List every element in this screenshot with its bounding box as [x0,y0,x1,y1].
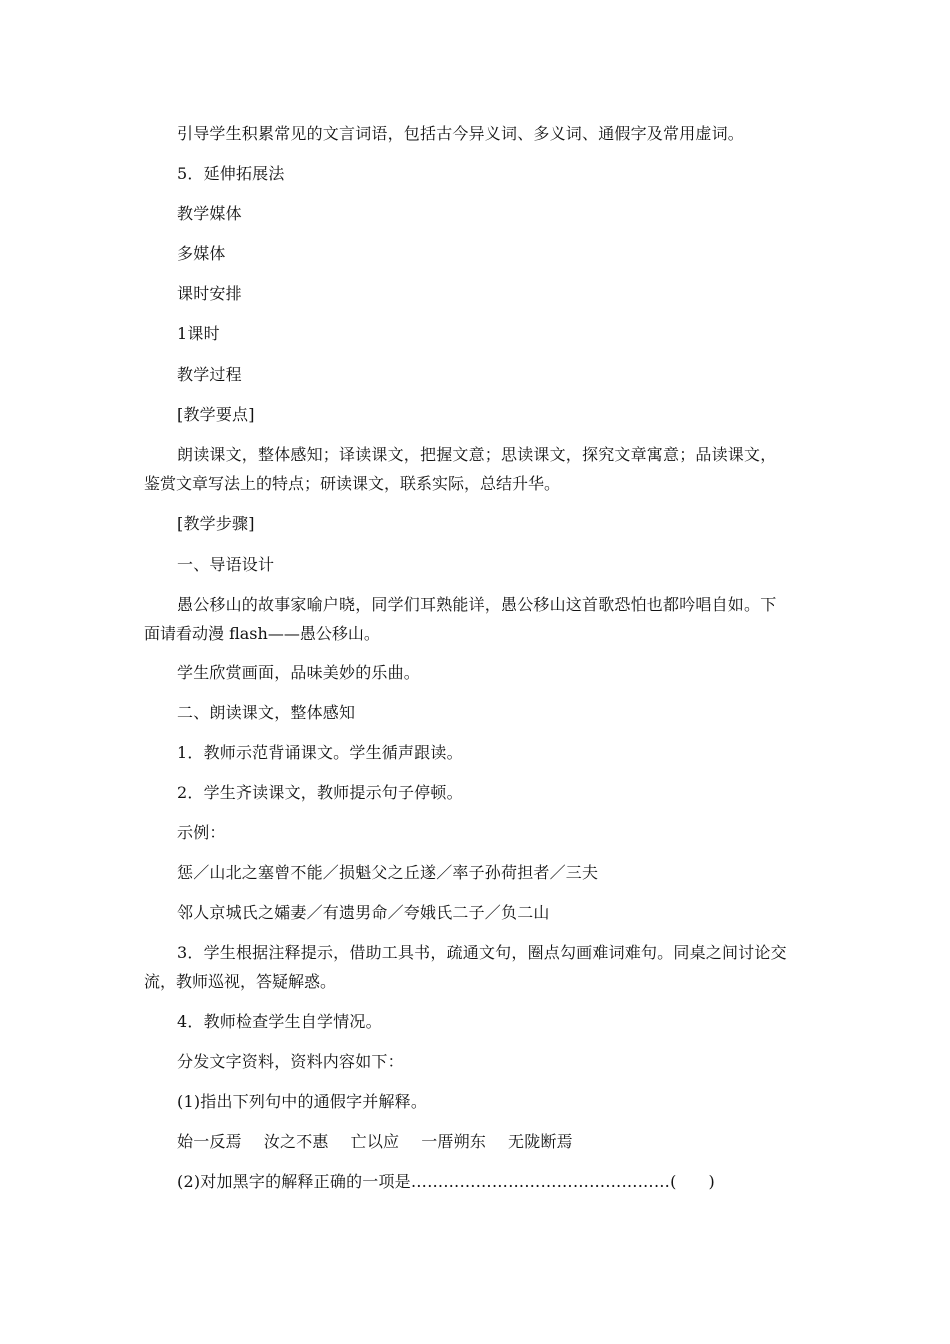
phrase-3: 亡以应 [350,1132,400,1151]
key-points-line-2: 鉴赏文章写法上的特点；研读课文，联系实际，总结升华。 [144,474,561,493]
heading-teaching-process: 教学过程 [177,365,242,384]
phrase-2: 汝之不惠 [263,1132,329,1151]
answer-paren-close: ) [708,1172,715,1191]
media-value: 多媒体 [177,244,226,263]
heading-steps: [教学步骤] [177,514,255,533]
phrase-5: 无陇断焉 [508,1132,573,1151]
step-1-heading: 一、导语设计 [177,555,275,574]
question-2 [177,1172,715,1192]
schedule-value: 1课时 [177,324,220,343]
intro-paragraph-line-1: 愚公移山的故事家喻户晓，同学们耳熟能详，愚公移山这首歌恐怕也都吟唱自如。下 [177,595,777,614]
question-2-text: (2)对加黑字的解释正确的一项是………………………………………… [177,1172,671,1191]
step-2-heading: 二、朗读课文，整体感知 [177,703,356,722]
example-pause-line-1: 惩／山北之塞曾不能／损魁父之丘遂／率子孙荷担者／三夫 [177,863,599,882]
example-pause-line-2: 邻人京城氏之孀妻／有遗男命／夸娥氏二子／负二山 [177,903,550,922]
method-extension: 5．延伸拓展法 [177,164,285,183]
question-1: (1)指出下列句中的通假字并解释。 [177,1092,428,1111]
question-1-phrases [177,1132,573,1152]
step-2-item-2: 2．学生齐读课文，教师提示句子停顿。 [177,783,463,802]
key-points-line-1: 朗读课文，整体感知；译读课文，把握文意；思读课文，探究文章寓意；品读课文， [177,445,777,464]
phrase-1: 始一反焉 [177,1132,242,1151]
step-2-item-4: 4．教师检查学生自学情况。 [177,1012,382,1031]
intro-paragraph-line-2: 面请看动漫 flash——愚公移山。 [144,624,380,643]
materials-intro: 分发文字资料，资料内容如下： [177,1052,404,1071]
heading-schedule: 课时安排 [177,284,242,303]
heading-key-points: [教学要点] [177,405,255,424]
intro-appreciation: 学生欣赏画面，品味美妙的乐曲。 [177,663,421,682]
example-label: 示例： [177,823,226,842]
answer-paren-open: ( [670,1172,677,1191]
paragraph-vocabulary: 引导学生积累常见的文言词语，包括古今异义词、多义词、通假字及常用虚词。 [177,124,745,143]
step-2-item-1: 1．教师示范背诵课文。学生循声跟读。 [177,743,463,762]
step-2-item-3-line-2: 流，教师巡视，答疑解惑。 [144,972,337,991]
heading-teaching-media: 教学媒体 [177,204,242,223]
phrase-4: 一厝朔东 [421,1132,487,1151]
step-2-item-3-line-1: 3．学生根据注释提示，借助工具书，疏通文句，圈点勾画难词难句。同桌之间讨论交 [177,943,787,962]
